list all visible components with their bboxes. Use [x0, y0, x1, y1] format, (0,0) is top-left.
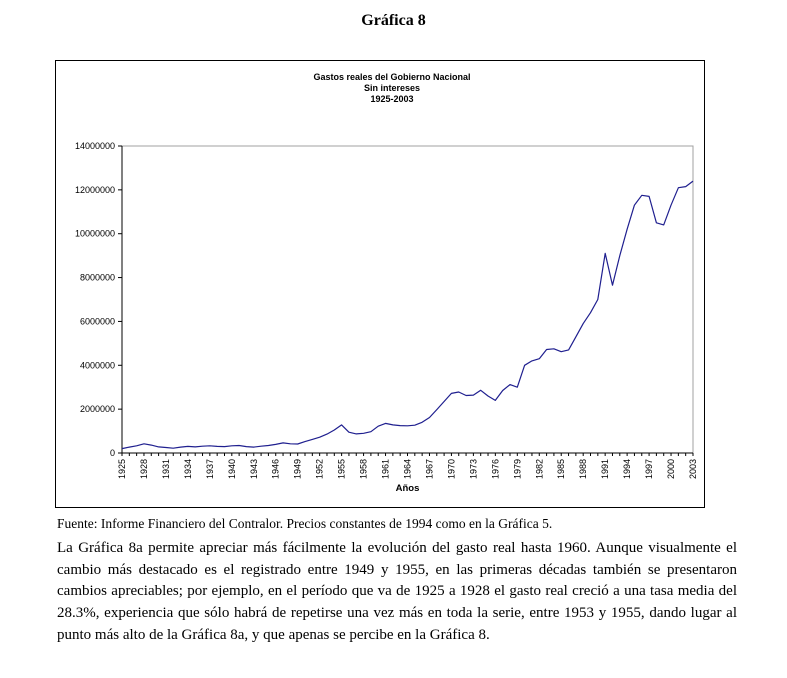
chart-title-line3: 1925-2003 [370, 94, 414, 104]
y-tick-label: 12000000 [74, 184, 115, 195]
x-tick-label: 1952 [314, 459, 325, 480]
x-tick-label: 1991 [600, 459, 611, 480]
x-tick-label: 1979 [512, 459, 523, 480]
x-tick-label: 1967 [424, 459, 435, 480]
x-tick-label: 1946 [270, 459, 281, 480]
x-tick-label: 1988 [578, 459, 589, 480]
x-axis-title: Años [395, 483, 420, 494]
x-tick-label: 1970 [446, 459, 457, 480]
x-tick-label: 1997 [644, 459, 655, 480]
chart-title-line2: Sin intereses [363, 83, 421, 93]
figure-title: Gráfica 8 [361, 12, 426, 29]
x-tick-label: 1931 [160, 459, 171, 480]
source-note: Fuente: Informe Financiero del Contralor. Precios constantes de 1994 como en la Gráfica 5. [57, 516, 553, 531]
line-chart [56, 61, 704, 507]
y-tick-label: 4000000 [79, 360, 115, 371]
chart-title-line1: Gastos reales del Gobierno Nacional [313, 72, 471, 82]
chart-frame [55, 60, 705, 508]
x-tick-label: 1961 [380, 459, 391, 480]
x-tick-label: 1943 [248, 459, 259, 480]
x-tick-label: 1985 [556, 459, 567, 480]
x-tick-label: 1994 [622, 459, 633, 480]
y-tick-label: 10000000 [74, 228, 115, 239]
y-tick-label: 14000000 [74, 141, 115, 151]
y-tick-label: 6000000 [79, 316, 115, 327]
x-tick-label: 1925 [117, 459, 127, 480]
plot-area-border [122, 146, 693, 453]
x-tick-label: 1982 [534, 459, 545, 480]
x-tick-label: 1964 [402, 459, 413, 480]
chart-title [112, 72, 672, 105]
x-tick-label: 1937 [204, 459, 215, 480]
x-tick-label: 2003 [688, 459, 698, 480]
x-tick-label: 1949 [292, 459, 303, 480]
x-tick-label: 1973 [468, 459, 479, 480]
x-tick-label: 2000 [666, 459, 677, 480]
x-tick-label: 1976 [490, 459, 501, 480]
x-tick-label: 1955 [336, 459, 347, 480]
x-tick-label: 1928 [138, 459, 149, 480]
series-line [122, 181, 693, 449]
x-tick-label: 1958 [358, 459, 369, 480]
body-paragraph: La Gráfica 8a permite apreciar más fácilmente la evolución del gasto real hasta 1960. Aunque visualmente el cambio más destacado es el registrado entre 1949 y 1955, en las primeras décadas también se presentaron cambios apreciables; por ejemplo, en el período que va de 1925 a 1928 el gasto real creció a una tasa media del 28.3%, experiencia que sólo habrá de repetirse una vez más en toda la serie, entre 1953 y 1955, dando lugar al punto más alto de la Gráfica 8a, y que apenas se percibe en la Gráfica 8. [57, 540, 737, 643]
y-tick-label: 0 [109, 448, 115, 458]
y-tick-label: 2000000 [79, 404, 115, 415]
x-tick-label: 1934 [182, 459, 193, 480]
y-tick-label: 8000000 [79, 272, 115, 283]
x-tick-label: 1940 [226, 459, 237, 480]
